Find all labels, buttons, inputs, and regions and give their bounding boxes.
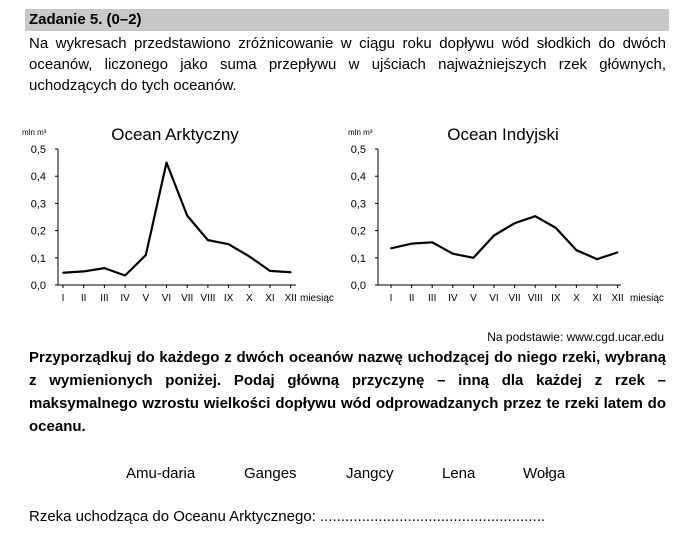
river-option: Amu-daria <box>126 465 196 482</box>
x-tick-label: XI <box>265 293 275 304</box>
x-tick-label: XII <box>611 293 624 304</box>
x-tick-label: VII <box>508 293 521 304</box>
x-tick-label: VIII <box>200 293 216 304</box>
data-point <box>166 162 168 164</box>
data-point <box>207 239 209 241</box>
data-point <box>576 249 578 251</box>
x-tick-label: V <box>142 293 150 304</box>
x-tick-label: II <box>80 293 87 304</box>
x-tick-label: XII <box>284 293 297 304</box>
y-tick-label: 0,3 <box>30 198 46 211</box>
x-tick-label: IV <box>120 293 130 304</box>
data-point <box>269 270 271 272</box>
y-tick-label: 0,0 <box>350 280 366 292</box>
series-line <box>63 163 291 276</box>
river-option: Jangcy <box>346 465 394 482</box>
river-option: Ganges <box>244 465 297 482</box>
x-tick-label: X <box>245 293 253 304</box>
y-tick-label: 0,4 <box>350 171 366 184</box>
data-point <box>124 275 126 277</box>
y-tick-label: 0,5 <box>30 144 46 156</box>
x-tick-label: IX <box>223 293 234 304</box>
data-point <box>145 254 147 256</box>
y-tick-label: 0,5 <box>350 144 366 156</box>
y-tick-label: 0,4 <box>30 171 46 184</box>
data-point <box>228 243 230 245</box>
chart-title: Ocean Indyjski <box>447 125 559 144</box>
data-point <box>514 222 516 224</box>
river-option: Lena <box>442 465 476 482</box>
y-axis-unit: mln m³ <box>348 128 373 137</box>
river-option: Wołga <box>523 465 566 482</box>
data-point <box>555 227 557 229</box>
chart-indian <box>343 118 700 313</box>
chart-arctic <box>0 118 345 313</box>
chart-title: Ocean Arktyczny <box>111 125 239 144</box>
data-point <box>452 253 454 255</box>
data-point <box>431 241 433 243</box>
task-title: Zadanie 5. (0–2) <box>29 11 142 28</box>
answer-blank[interactable]: ...................................................... <box>320 508 546 525</box>
data-point <box>186 215 188 217</box>
x-axis-label: miesiąc <box>300 293 334 304</box>
x-tick-label: I <box>389 293 393 304</box>
data-point <box>290 271 292 273</box>
x-tick-label: VI <box>489 293 499 304</box>
x-tick-label: III <box>100 293 109 304</box>
intro-text: Na wykresach przedstawiono zróżnicowanie w ciągu roku dopływu wód słodkich do dwóch oceanów, liczonego jako suma przepływu w ujściach najważniejszych rzek głównych, uchodzących do tych oceanów. <box>29 35 666 94</box>
x-axis-label: miesiąc <box>630 293 664 304</box>
data-point <box>596 258 598 260</box>
source-citation: Na podstawie: www.cgd.ucar.edu <box>487 330 664 344</box>
x-tick-label: X <box>573 293 580 304</box>
data-point <box>534 215 536 217</box>
data-point <box>473 257 475 259</box>
y-axis-unit: mln m³ <box>22 128 47 137</box>
data-point <box>411 243 413 245</box>
x-tick-label: I <box>61 293 65 304</box>
y-tick-label: 0,0 <box>30 280 46 292</box>
instruction-text: Przyporządkuj do każdego z dwóch oceanów nazwę uchodzącej do niego rzeki, wybraną z wymienionych poniżej. Podaj główną przyczynę – inną dla każdej z rzek – maksymalnego wzrostu wielkości dopływu wód odprowadzanych przez te rzeki latem do oceanu. <box>29 349 666 435</box>
x-tick-label: XI <box>592 293 602 304</box>
answer-label: Rzeka uchodząca do Oceanu Arktycznego: <box>29 508 316 525</box>
x-tick-label: V <box>470 293 477 304</box>
x-tick-label: IX <box>551 293 561 304</box>
task-header <box>25 9 669 31</box>
answer-line-arctic <box>29 508 545 525</box>
y-tick-label: 0,1 <box>350 252 366 265</box>
series-line <box>391 216 618 259</box>
data-point <box>62 272 64 274</box>
x-tick-label: VIII <box>527 293 543 304</box>
data-point <box>390 247 392 249</box>
data-point <box>493 235 495 237</box>
data-point <box>83 271 85 273</box>
y-tick-label: 0,2 <box>30 225 46 238</box>
data-point <box>617 251 619 253</box>
y-tick-label: 0,2 <box>350 225 366 238</box>
x-tick-label: VII <box>181 293 194 304</box>
x-tick-label: VI <box>161 293 172 304</box>
data-point <box>104 267 106 269</box>
y-tick-label: 0,1 <box>30 252 46 265</box>
x-tick-label: III <box>428 293 437 304</box>
y-tick-label: 0,3 <box>350 198 366 211</box>
data-point <box>248 256 250 258</box>
x-tick-label: IV <box>448 293 458 304</box>
x-tick-label: II <box>408 293 415 304</box>
